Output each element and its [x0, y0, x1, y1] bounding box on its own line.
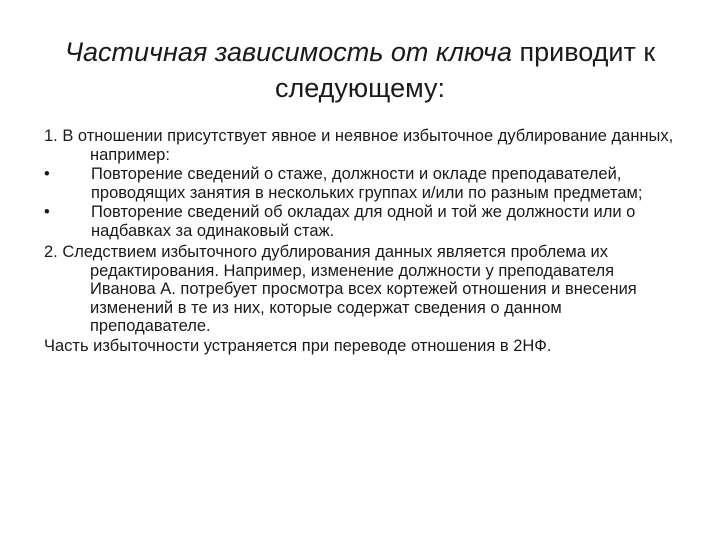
paragraph-3: Часть избыточности устраняется при переводе отношения в 2НФ. [44, 336, 552, 355]
bullet-text-2: Повторение сведений об окладах для одной и той же должности или о надбавках за одинаковый стаж. [91, 203, 636, 240]
slide-title [40, 34, 680, 106]
bullet-text-1: Повторение сведений о стаже, должности и окладе преподавателей, проводящих занятия в нескольких группах и/или по разным предметам; [91, 165, 643, 202]
paragraph-1: 1. В отношении присутствует явное и неявное избыточное дублирование данных, например: [44, 127, 674, 164]
slide-body [44, 127, 684, 355]
title-italic-part: Частичная зависимость от ключа [64, 37, 512, 67]
bullet-item-2 [44, 203, 684, 240]
bullet-dot-icon: • [44, 165, 50, 183]
bullet-item-1 [44, 165, 684, 202]
paragraph-2: 2. Следствием избыточного дублирования данных является проблема их редактирования. Например, изменение должности у преподавателя Иванова А. потребует просмотра всех кортежей отношения и внесения изменений в те из них, которые содержат сведения о данном преподавателе. [44, 243, 637, 335]
title-regular-part: приводит к следующему: [275, 37, 656, 103]
bullet-dot-icon: • [44, 203, 50, 221]
